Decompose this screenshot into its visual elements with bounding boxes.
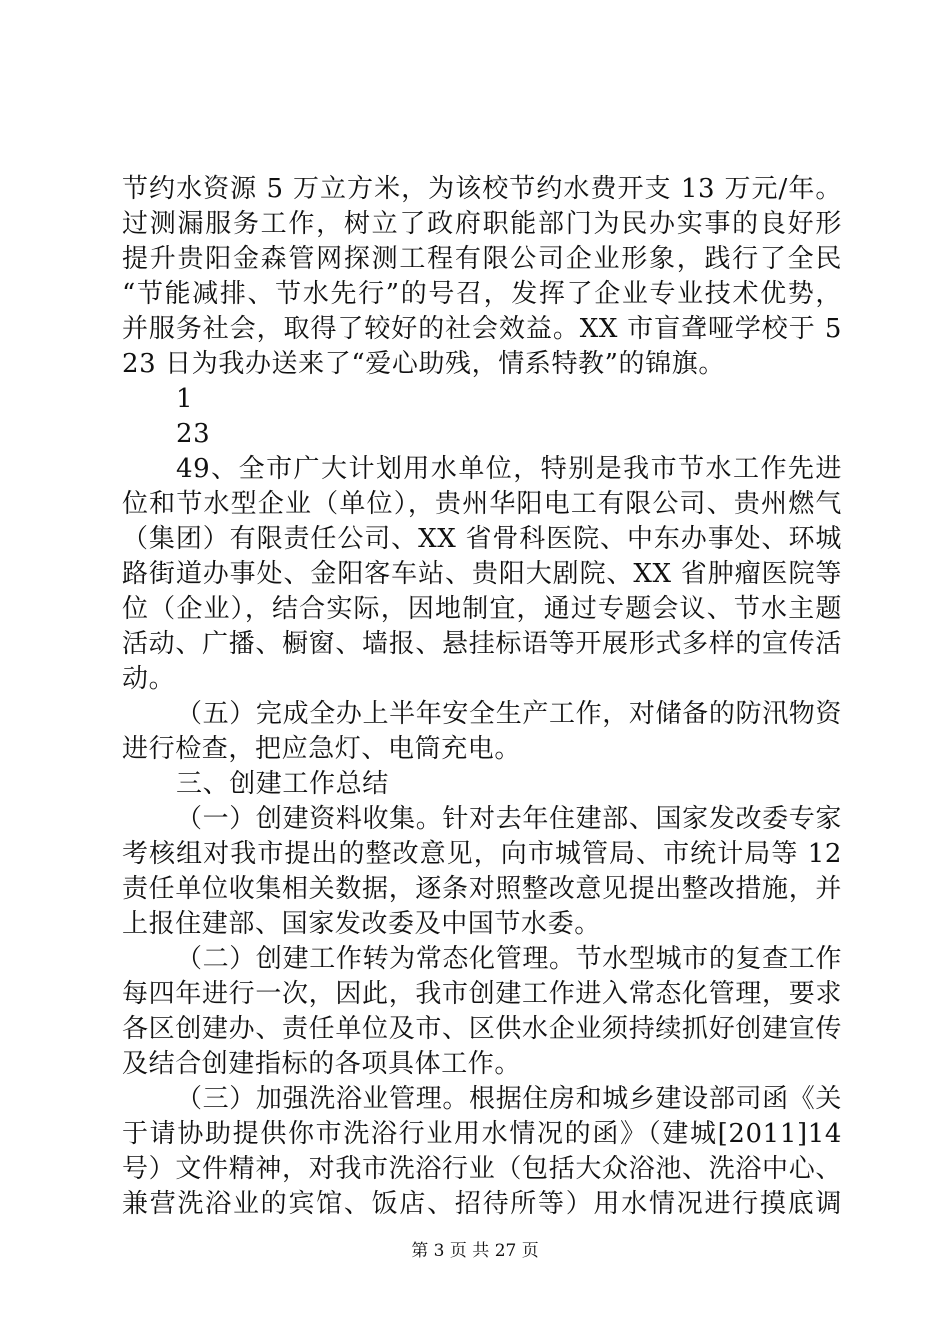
paragraph-line: 兼营洗浴业的宾馆、饭店、招待所等）用水情况进行摸底调 [122, 1189, 842, 1219]
section-heading: 三、创建工作总结 [176, 769, 389, 799]
paragraph-line: “节能减排、节水先行”的号召，发挥了企业专业技术优势， [122, 279, 842, 309]
paragraph-line: 并服务社会，取得了较好的社会效益。XX 市盲聋哑学校于 5 [122, 314, 842, 344]
paragraph-line: 节约水资源 5 万立方米，为该校节约水费开支 13 万元/年。 [122, 174, 842, 204]
paragraph-line: （二）创建工作转为常态化管理。节水型城市的复查工作 [176, 944, 842, 974]
paragraph-line: （一）创建资料收集。针对去年住建部、国家发改委专家 [176, 804, 842, 834]
paragraph-line: 动。 [122, 664, 176, 694]
paragraph-line: 于请协助提供你市洗浴行业用水情况的函》（建城[2011]14 [122, 1119, 842, 1149]
paragraph-line: （三）加强洗浴业管理。根据住房和城乡建设部司函《关 [176, 1084, 842, 1114]
paragraph-line: 位（企业），结合实际，因地制宜，通过专题会议、节水主题 [122, 594, 842, 624]
paragraph-line: 各区创建办、责任单位及市、区供水企业须持续抓好创建宣传 [122, 1014, 842, 1044]
paragraph-line: （集团）有限责任公司、XX 省骨科医院、中东办事处、环城 [122, 524, 842, 554]
paragraph-line: 责任单位收集相关数据，逐条对照整改意见提出整改措施，并 [122, 874, 842, 904]
paragraph-line: （五）完成全办上半年安全生产工作，对储备的防汛物资 [176, 699, 842, 729]
paragraph-line: 号）文件精神，对我市洗浴行业（包括大众浴池、洗浴中心、 [122, 1154, 842, 1184]
page-number: 第 3 页 共 27 页 [411, 1241, 539, 1261]
paragraph-line: 考核组对我市提出的整改意见，向市城管局、市统计局等 12 [122, 839, 842, 869]
paragraph-line: 23 日为我办送来了“爱心助残，情系特教”的锦旗。 [122, 349, 725, 379]
paragraph-line: 每四年进行一次，因此，我市创建工作进入常态化管理，要求 [122, 979, 842, 1009]
paragraph-line: 49、全市广大计划用水单位，特别是我市节水工作先进 [176, 454, 842, 484]
paragraph-line: 路街道办事处、金阳客车站、贵阳大剧院、XX 省肿瘤医院等 [122, 559, 842, 589]
paragraph-line: 进行检查，把应急灯、电筒充电。 [122, 734, 522, 764]
paragraph-line: 提升贵阳金森管网探测工程有限公司企业形象，践行了全民 [122, 244, 842, 274]
paragraph-line: 及结合创建指标的各项具体工作。 [122, 1049, 522, 1079]
paragraph-line: 上报住建部、国家发改委及中国节水委。 [122, 909, 601, 939]
number-line: 1 [176, 384, 194, 414]
paragraph-line: 活动、广播、橱窗、墙报、悬挂标语等开展形式多样的宣传活 [122, 629, 842, 659]
paragraph-line: 过测漏服务工作，树立了政府职能部门为民办实事的良好形 [122, 209, 842, 239]
number-line: 23 [176, 419, 211, 449]
paragraph-line: 位和节水型企业（单位），贵州华阳电工有限公司、贵州燃气 [122, 489, 842, 519]
